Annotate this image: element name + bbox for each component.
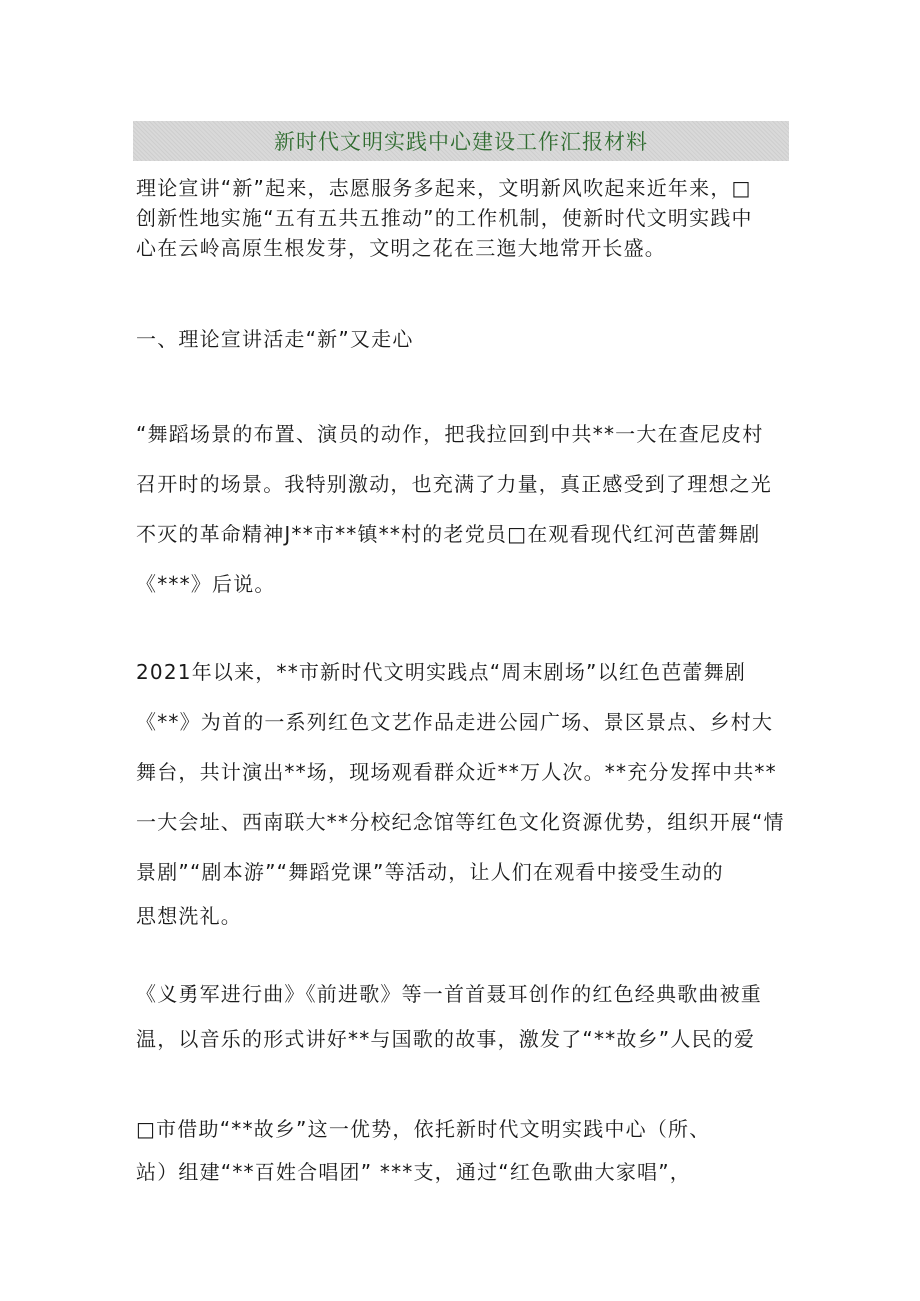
intro-line: 理论宣讲“新”起来，志愿服务多起来，文明新风吹起来近年来，□ (136, 176, 752, 200)
body-line: 《**》为首的一系列红色文艺作品走进公园广场、景区景点、乡村大 (136, 710, 774, 734)
document-title-band (133, 121, 789, 161)
document-title: 新时代文明实践中心建设工作汇报材料 (274, 130, 648, 154)
body-line: 温，以音乐的形式讲好**与国歌的故事，激发了“**故乡”人民的爱 (136, 1027, 756, 1051)
body-line: 2021年以来，**市新时代文明实践点“周末剧场”以红色芭蕾舞剧 (136, 660, 747, 684)
body-line: □市借助“**故乡”这一优势，依托新时代文明实践中心（所、 (136, 1117, 711, 1141)
quote-line: 不灭的革命精神J**市**镇**村的老党员□在观看现代红河芭蕾舞剧 (136, 522, 761, 546)
quote-line: 《***》后说。 (136, 572, 276, 596)
body-line: 一大会址、西南联大**分校纪念馆等红色文化资源优势，组织开展“情 (136, 810, 785, 834)
quote-line: “舞蹈场景的布置、演员的动作，把我拉回到中共**一大在查尼皮村 (136, 422, 764, 446)
body-line: 《义勇军进行曲》《前进歌》等一首首聂耳创作的红色经典歌曲被重 (136, 982, 762, 1006)
body-line: 站）组建“**百姓合唱团” ***支，通过“红色歌曲大家唱”， (136, 1160, 692, 1184)
intro-line: 创新性地实施“五有五共五推动”的工作机制，使新时代文明实践中 (136, 206, 753, 230)
body-line: 景剧”“剧本游”“舞蹈党课”等活动，让人们在观看中接受生动的 (136, 860, 724, 884)
intro-line: 心在云岭高原生根发芽，文明之花在三迤大地常开长盛。 (136, 236, 666, 260)
section-heading: 一、理论宣讲活走“新”又走心 (136, 327, 414, 351)
body-line: 舞台，共计演出**场，现场观看群众近**万人次。**充分发挥中共** (136, 760, 777, 784)
quote-line: 召开时的场景。我特别激动，也充满了力量，真正感受到了理想之光 (136, 472, 772, 496)
body-line: 思想洗礼。 (136, 904, 242, 928)
